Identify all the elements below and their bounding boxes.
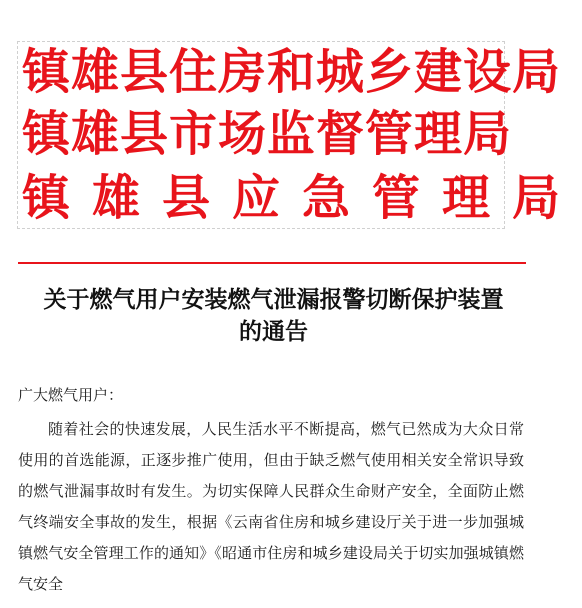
salutation: 广大燃气用户：	[18, 386, 124, 404]
notice-title-line-1: 关于燃气用户安装燃气泄漏报警切断保护装置	[43, 286, 504, 313]
issuing-agency-housing-bureau: 镇雄县住房和城乡建设局	[22, 44, 562, 100]
body-paragraph: 随着社会的快速发展，人民生活水平不断提高，燃气已然成为大众日常使用的首选能源，正逐步推广使用，但由于缺乏燃气使用相关安全常识导致的燃气泄漏事故时有发生。为切实保障人民群众生命财产安全，全面防止燃气终端安全事故的发生，根据《云南省住房和城乡建设厅关于进一步加强城镇燃气安全管理工作的通知》《昭通市住房和城乡建设局关于切实加强城镇燃气安全	[18, 420, 524, 593]
issuing-agency-market-supervision-bureau: 镇雄县市场监督管理局	[22, 106, 513, 162]
red-divider-line	[18, 262, 526, 264]
issuing-agency-emergency-management-bureau: 镇雄县应急管理局	[22, 170, 582, 226]
notice-title-line-2: 的通告	[239, 318, 308, 345]
notice-title	[10, 284, 537, 348]
